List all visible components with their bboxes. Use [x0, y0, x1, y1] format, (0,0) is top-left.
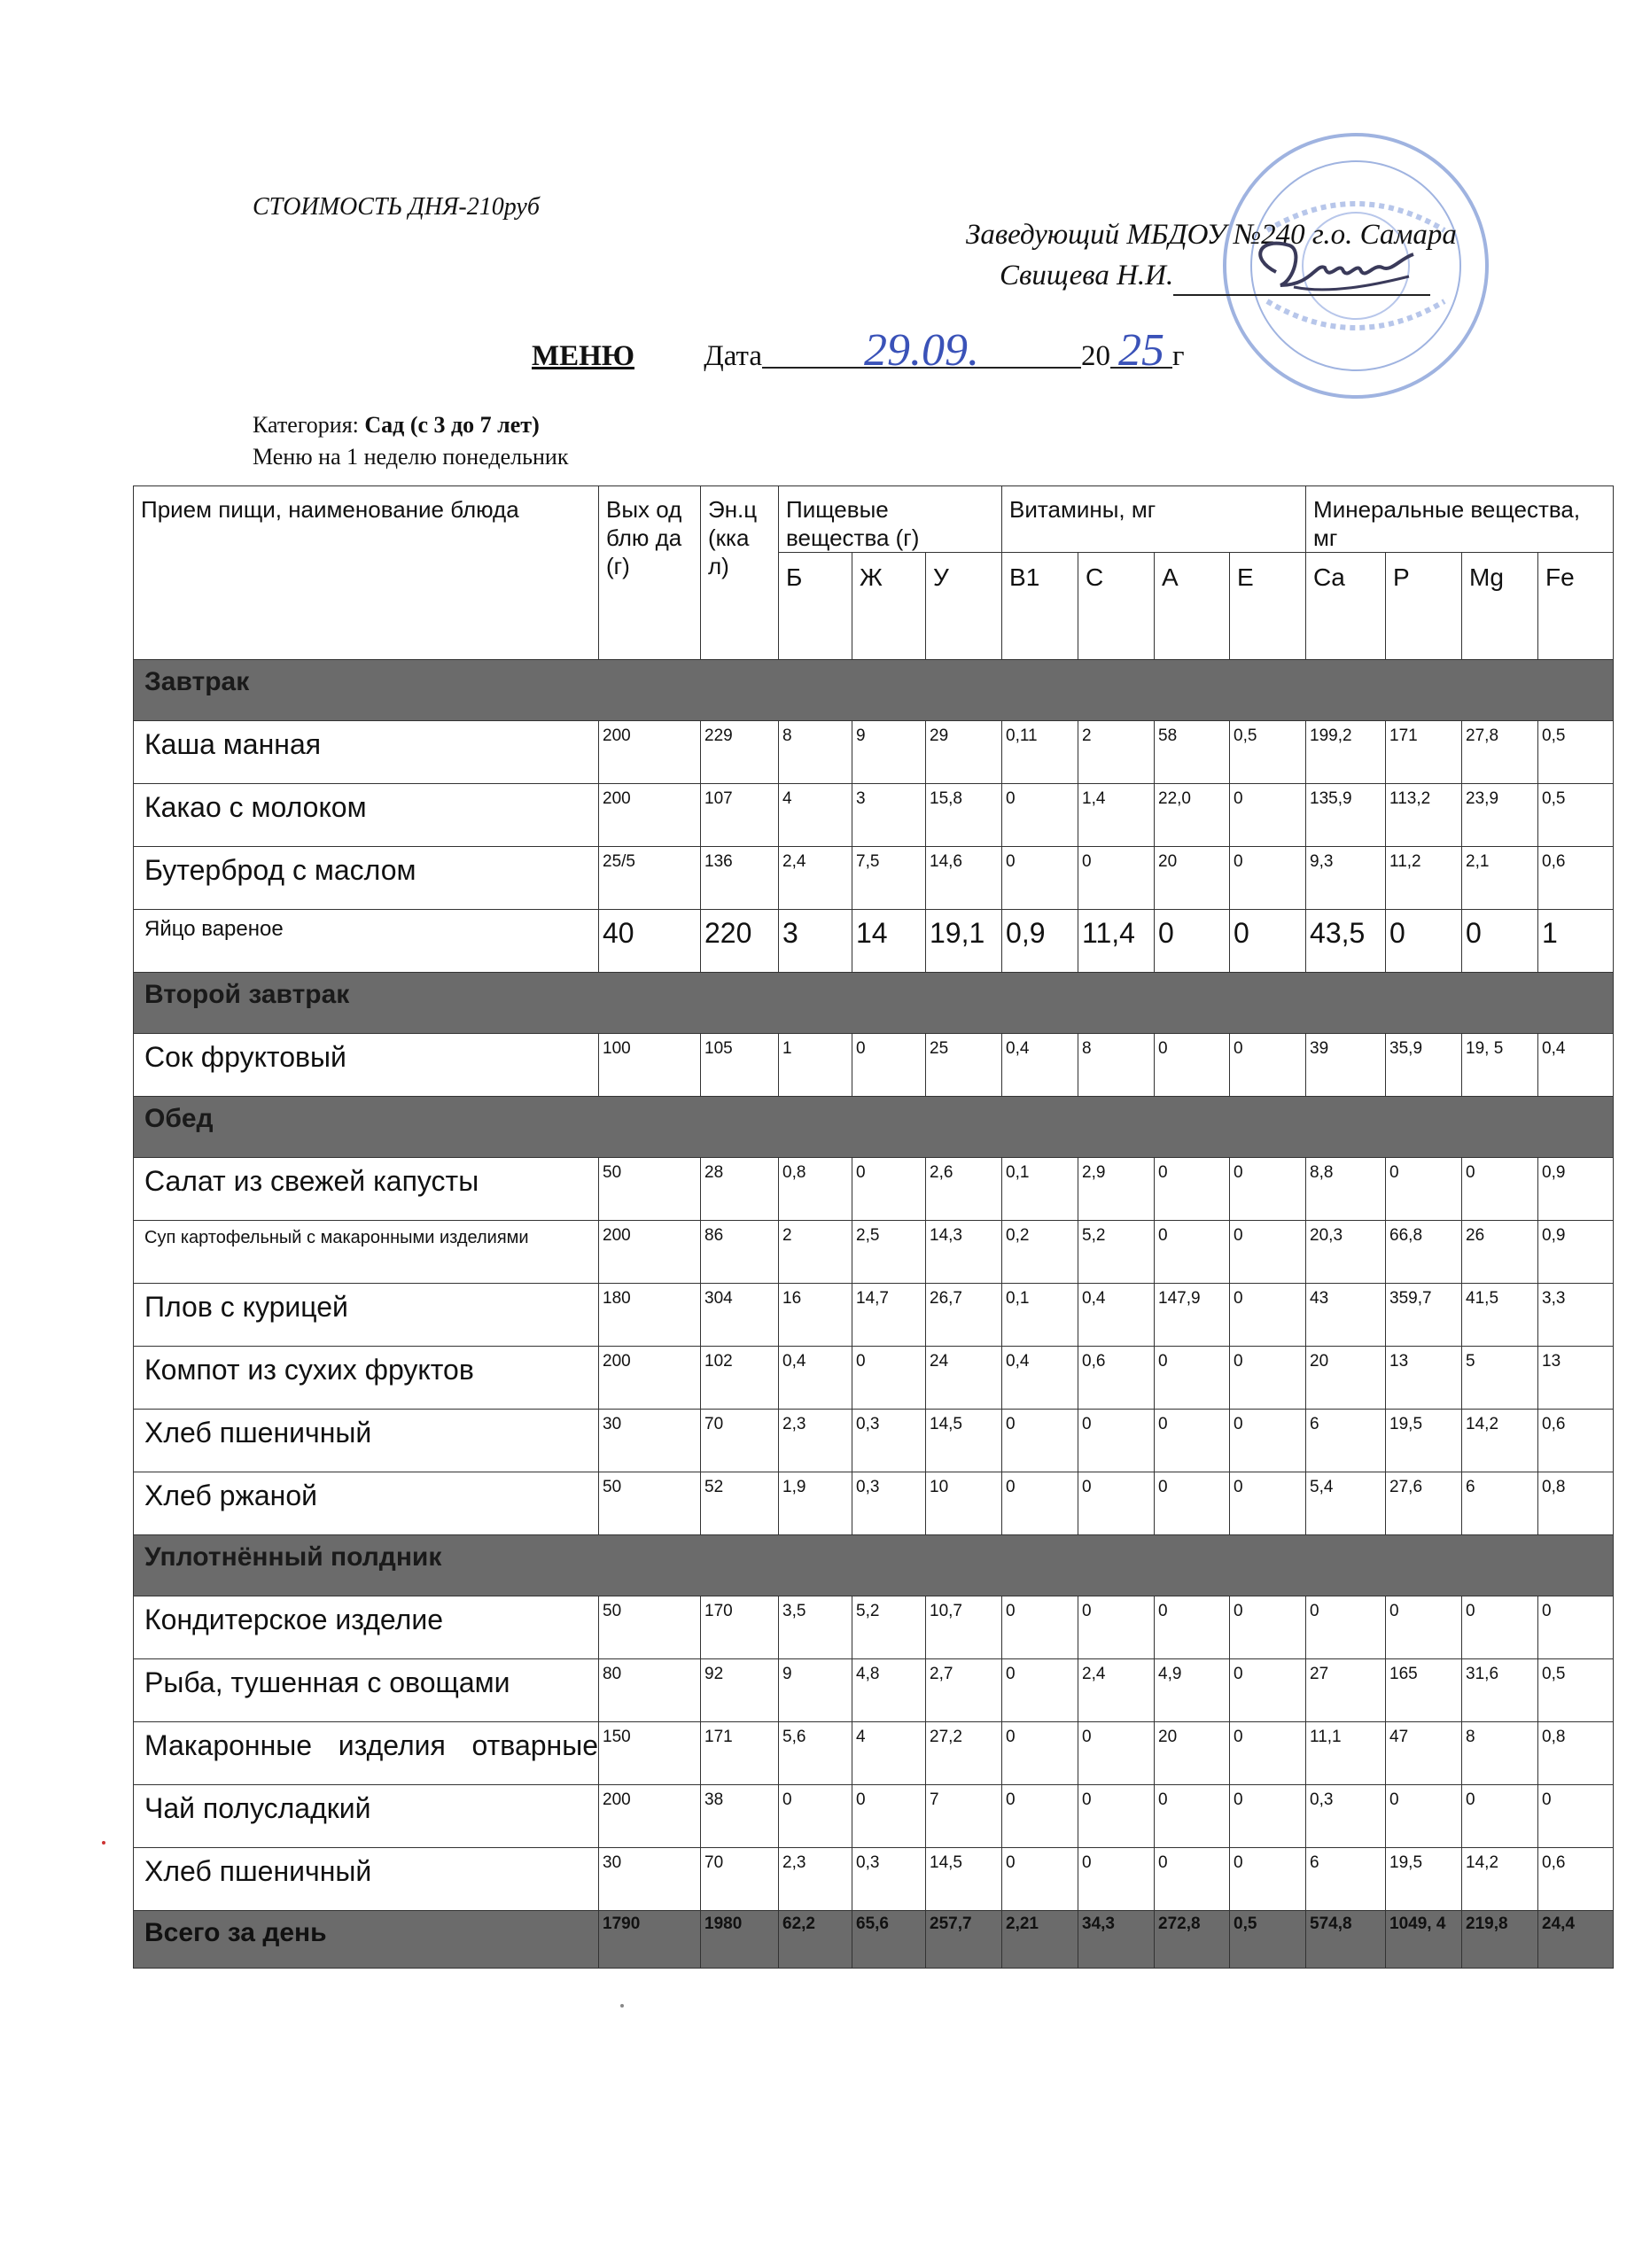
value-cell: 0 — [1462, 1158, 1538, 1221]
value-cell: 28 — [701, 1158, 779, 1221]
value-cell: 0 — [1002, 1785, 1078, 1848]
dish-name: Чай полусладкий — [134, 1785, 599, 1848]
value-cell: 0,9 — [1538, 1158, 1614, 1221]
year-prefix: 20 — [1081, 340, 1111, 372]
value-cell: 35,9 — [1386, 1034, 1462, 1097]
value-cell: 20,3 — [1306, 1221, 1386, 1284]
value-cell: 0 — [1002, 784, 1078, 847]
date-value: 29.09. — [762, 335, 1081, 369]
value-cell: 30 — [599, 1848, 701, 1911]
value-cell: 43 — [1306, 1284, 1386, 1347]
value-cell: 6 — [1462, 1472, 1538, 1535]
subheader-cell: Ж — [852, 553, 926, 660]
value-cell: 170 — [701, 1596, 779, 1659]
value-cell: 1,4 — [1078, 784, 1155, 847]
value-cell: 100 — [599, 1034, 701, 1097]
value-cell: 0 — [1386, 1596, 1462, 1659]
value-cell: 19, 5 — [1462, 1034, 1538, 1097]
value-cell: 19,1 — [926, 910, 1002, 973]
col-nutrients-header: Пищевые вещества (г) — [779, 486, 1002, 553]
approver-name: Свищева Н.И. — [1000, 260, 1174, 291]
value-cell: 5,4 — [1306, 1472, 1386, 1535]
value-cell: 39 — [1306, 1034, 1386, 1097]
value-cell: 25/5 — [599, 847, 701, 910]
value-cell: 92 — [701, 1659, 779, 1722]
value-cell: 9 — [779, 1659, 852, 1722]
value-cell: 0 — [1538, 1785, 1614, 1848]
scan-speck — [102, 1841, 105, 1845]
section-title: Второй завтрак — [134, 973, 1614, 1034]
value-cell: 27,6 — [1386, 1472, 1462, 1535]
table-row — [134, 1472, 1614, 1535]
category-label: Категория: — [253, 412, 359, 438]
value-cell: 0 — [852, 1034, 926, 1097]
value-cell: 0 — [1230, 1410, 1306, 1472]
section-title: Уплотнённый полдник — [134, 1535, 1614, 1596]
total-label: Всего за день — [134, 1911, 599, 1969]
value-cell: 3 — [852, 784, 926, 847]
subheader-cell: Fe — [1538, 553, 1614, 660]
value-cell: 0 — [1002, 1848, 1078, 1911]
value-cell: 20 — [1155, 1722, 1230, 1785]
value-cell: 19,5 — [1386, 1410, 1462, 1472]
total-value-cell: 65,6 — [852, 1911, 926, 1969]
value-cell: 0 — [852, 1785, 926, 1848]
table-row — [134, 847, 1614, 910]
dish-name: Кондитерское изделие — [134, 1596, 599, 1659]
section-row — [134, 973, 1614, 1034]
value-cell: 20 — [1155, 847, 1230, 910]
value-cell: 0 — [1078, 1472, 1155, 1535]
total-value-cell: 34,3 — [1078, 1911, 1155, 1969]
value-cell: 9 — [852, 721, 926, 784]
menu-table — [133, 485, 1614, 1969]
value-cell: 38 — [701, 1785, 779, 1848]
value-cell: 1 — [779, 1034, 852, 1097]
value-cell: 70 — [701, 1410, 779, 1472]
dish-name: Каша манная — [134, 721, 599, 784]
value-cell: 304 — [701, 1284, 779, 1347]
dish-name: Рыба, тушенная с овощами — [134, 1659, 599, 1722]
total-value-cell: 0,5 — [1230, 1911, 1306, 1969]
value-cell: 23,9 — [1462, 784, 1538, 847]
value-cell: 0 — [1538, 1596, 1614, 1659]
value-cell: 7 — [926, 1785, 1002, 1848]
value-cell: 171 — [701, 1722, 779, 1785]
value-cell: 0 — [1155, 910, 1230, 973]
value-cell: 0 — [1230, 1284, 1306, 1347]
day-cost: СТОИМОСТЬ ДНЯ-210руб — [253, 193, 540, 221]
value-cell: 0,4 — [1078, 1284, 1155, 1347]
handwritten-signature — [1241, 232, 1418, 303]
value-cell: 11,2 — [1386, 847, 1462, 910]
value-cell: 0 — [1078, 1410, 1155, 1472]
table-row — [134, 1722, 1614, 1785]
value-cell: 0 — [1002, 1410, 1078, 1472]
value-cell: 0,3 — [852, 1472, 926, 1535]
dish-name: Хлеб ржаной — [134, 1472, 599, 1535]
category-block — [253, 409, 568, 473]
value-cell: 359,7 — [1386, 1284, 1462, 1347]
value-cell: 25 — [926, 1034, 1002, 1097]
value-cell: 41,5 — [1462, 1284, 1538, 1347]
value-cell: 14,2 — [1462, 1410, 1538, 1472]
value-cell: 0 — [1155, 1785, 1230, 1848]
total-value-cell: 574,8 — [1306, 1911, 1386, 1969]
value-cell: 0 — [1230, 1722, 1306, 1785]
value-cell: 0,3 — [852, 1848, 926, 1911]
date-label: Дата — [704, 340, 763, 372]
dish-name: Плов с курицей — [134, 1284, 599, 1347]
value-cell: 2 — [1078, 721, 1155, 784]
value-cell: 14,2 — [1462, 1848, 1538, 1911]
value-cell: 24 — [926, 1347, 1002, 1410]
value-cell: 0 — [1230, 1596, 1306, 1659]
value-cell: 0 — [852, 1158, 926, 1221]
value-cell: 0 — [1155, 1410, 1230, 1472]
value-cell: 20 — [1306, 1347, 1386, 1410]
value-cell: 200 — [599, 1785, 701, 1848]
value-cell: 0,6 — [1538, 847, 1614, 910]
value-cell: 66,8 — [1386, 1221, 1462, 1284]
value-cell: 0,5 — [1538, 1659, 1614, 1722]
dish-name: Суп картофельный с макаронными изделиями — [134, 1221, 599, 1284]
value-cell: 14,6 — [926, 847, 1002, 910]
value-cell: 9,3 — [1306, 847, 1386, 910]
value-cell: 27,8 — [1462, 721, 1538, 784]
value-cell: 50 — [599, 1158, 701, 1221]
value-cell: 0 — [1230, 1472, 1306, 1535]
value-cell: 0 — [1462, 1785, 1538, 1848]
value-cell: 4 — [779, 784, 852, 847]
value-cell: 171 — [1386, 721, 1462, 784]
value-cell: 8 — [779, 721, 852, 784]
value-cell: 31,6 — [1462, 1659, 1538, 1722]
value-cell: 0 — [1002, 1722, 1078, 1785]
value-cell: 0 — [1462, 910, 1538, 973]
value-cell: 0 — [1230, 847, 1306, 910]
subheader-cell: У — [926, 553, 1002, 660]
value-cell: 0 — [1078, 847, 1155, 910]
value-cell: 3,5 — [779, 1596, 852, 1659]
value-cell: 40 — [599, 910, 701, 973]
menu-table-body — [134, 660, 1614, 1969]
value-cell: 200 — [599, 1347, 701, 1410]
subheader-cell: A — [1155, 553, 1230, 660]
subheader-cell: B1 — [1002, 553, 1078, 660]
value-cell: 0 — [1230, 1034, 1306, 1097]
value-cell: 27 — [1306, 1659, 1386, 1722]
total-value-cell: 272,8 — [1155, 1911, 1230, 1969]
value-cell: 0,6 — [1538, 1410, 1614, 1472]
value-cell: 0 — [1002, 1596, 1078, 1659]
section-row — [134, 660, 1614, 721]
value-cell: 0 — [1306, 1596, 1386, 1659]
value-cell: 0,1 — [1002, 1284, 1078, 1347]
value-cell: 2,9 — [1078, 1158, 1155, 1221]
table-row — [134, 1034, 1614, 1097]
table-row — [134, 1347, 1614, 1410]
value-cell: 199,2 — [1306, 721, 1386, 784]
value-cell: 0,3 — [852, 1410, 926, 1472]
value-cell: 200 — [599, 784, 701, 847]
value-cell: 0 — [1462, 1596, 1538, 1659]
value-cell: 0,2 — [1002, 1221, 1078, 1284]
table-row — [134, 1659, 1614, 1722]
total-value-cell: 257,7 — [926, 1911, 1002, 1969]
dish-name: Какао с молоком — [134, 784, 599, 847]
value-cell: 52 — [701, 1472, 779, 1535]
dish-name: Хлеб пшеничный — [134, 1848, 599, 1911]
value-cell: 113,2 — [1386, 784, 1462, 847]
dish-name: Хлеб пшеничный — [134, 1410, 599, 1472]
value-cell: 26,7 — [926, 1284, 1002, 1347]
table-row — [134, 1221, 1614, 1284]
value-cell: 2,4 — [779, 847, 852, 910]
value-cell: 2,5 — [852, 1221, 926, 1284]
value-cell: 5 — [1462, 1347, 1538, 1410]
value-cell: 165 — [1386, 1659, 1462, 1722]
value-cell: 4,9 — [1155, 1659, 1230, 1722]
dish-name: Бутерброд с маслом — [134, 847, 599, 910]
total-value-cell: 219,8 — [1462, 1911, 1538, 1969]
value-cell: 0,11 — [1002, 721, 1078, 784]
value-cell: 0,8 — [1538, 1472, 1614, 1535]
value-cell: 14,7 — [852, 1284, 926, 1347]
subheader-cell: P — [1386, 553, 1462, 660]
value-cell: 0 — [1230, 1659, 1306, 1722]
value-cell: 2,7 — [926, 1659, 1002, 1722]
value-cell: 0 — [1155, 1472, 1230, 1535]
approver-title: Заведующий МБДОУ №240 г.о. Самара — [966, 219, 1457, 251]
value-cell: 0,4 — [1002, 1034, 1078, 1097]
value-cell: 29 — [926, 721, 1002, 784]
value-cell: 0 — [1230, 1848, 1306, 1911]
value-cell: 11,1 — [1306, 1722, 1386, 1785]
value-cell: 0 — [1155, 1034, 1230, 1097]
value-cell: 0 — [1386, 1785, 1462, 1848]
value-cell: 229 — [701, 721, 779, 784]
value-cell: 0,5 — [1538, 784, 1614, 847]
total-value-cell: 1049, 4 — [1386, 1911, 1462, 1969]
value-cell: 14 — [852, 910, 926, 973]
value-cell: 16 — [779, 1284, 852, 1347]
menu-week: Меню на 1 неделю понедельник — [253, 444, 569, 470]
value-cell: 0 — [1386, 1158, 1462, 1221]
value-cell: 0 — [1155, 1347, 1230, 1410]
dish-name: Салат из свежей капусты — [134, 1158, 599, 1221]
category-value: Сад (с 3 до 7 лет) — [364, 412, 540, 438]
value-cell: 200 — [599, 1221, 701, 1284]
value-cell: 10 — [926, 1472, 1002, 1535]
value-cell: 0,6 — [1538, 1848, 1614, 1911]
dish-name: Макаронные изделия отварные — [134, 1722, 599, 1785]
value-cell: 0,1 — [1002, 1158, 1078, 1221]
value-cell: 0 — [1002, 847, 1078, 910]
value-cell: 0 — [1230, 910, 1306, 973]
value-cell: 4,8 — [852, 1659, 926, 1722]
table-row — [134, 784, 1614, 847]
value-cell: 0 — [852, 1347, 926, 1410]
value-cell: 0 — [1155, 1221, 1230, 1284]
value-cell: 10,7 — [926, 1596, 1002, 1659]
value-cell: 0,5 — [1230, 721, 1306, 784]
value-cell: 2,3 — [779, 1410, 852, 1472]
value-cell: 0 — [1230, 1158, 1306, 1221]
value-cell: 107 — [701, 784, 779, 847]
value-cell: 50 — [599, 1596, 701, 1659]
value-cell: 13 — [1538, 1347, 1614, 1410]
value-cell: 2,4 — [1078, 1659, 1155, 1722]
value-cell: 22,0 — [1155, 784, 1230, 847]
value-cell: 220 — [701, 910, 779, 973]
value-cell: 0,9 — [1002, 910, 1078, 973]
section-row — [134, 1535, 1614, 1596]
value-cell: 2,1 — [1462, 847, 1538, 910]
total-value-cell: 1980 — [701, 1911, 779, 1969]
col-energy-header: Эн.ц (кка л) — [701, 486, 779, 660]
col-vitamins-header: Витамины, мг — [1002, 486, 1306, 553]
total-value-cell: 24,4 — [1538, 1911, 1614, 1969]
value-cell: 2 — [779, 1221, 852, 1284]
dish-name: Компот из сухих фруктов — [134, 1347, 599, 1410]
col-yield-header: Вых од блю да (г) — [599, 486, 701, 660]
value-cell: 0,8 — [779, 1158, 852, 1221]
value-cell: 0 — [1078, 1596, 1155, 1659]
value-cell: 0 — [779, 1785, 852, 1848]
value-cell: 2,6 — [926, 1158, 1002, 1221]
value-cell: 14,3 — [926, 1221, 1002, 1284]
dish-name: Яйцо вареное — [134, 910, 599, 973]
value-cell: 5,6 — [779, 1722, 852, 1785]
value-cell: 0,4 — [1538, 1034, 1614, 1097]
table-row — [134, 910, 1614, 973]
value-cell: 0 — [1078, 1785, 1155, 1848]
value-cell: 8 — [1078, 1034, 1155, 1097]
value-cell: 15,8 — [926, 784, 1002, 847]
menu-heading: МЕНЮ — [532, 340, 634, 372]
value-cell: 3 — [779, 910, 852, 973]
subheader-cell: Б — [779, 553, 852, 660]
value-cell: 0,4 — [1002, 1347, 1078, 1410]
value-cell: 0,6 — [1078, 1347, 1155, 1410]
value-cell: 1,9 — [779, 1472, 852, 1535]
value-cell: 0,9 — [1538, 1221, 1614, 1284]
value-cell: 43,5 — [1306, 910, 1386, 973]
scan-speck — [620, 2004, 624, 2008]
total-value-cell: 62,2 — [779, 1911, 852, 1969]
value-cell: 5,2 — [1078, 1221, 1155, 1284]
total-value-cell: 2,21 — [1002, 1911, 1078, 1969]
col-minerals-header: Минеральные вещества, мг — [1306, 486, 1614, 553]
value-cell: 0 — [1155, 1596, 1230, 1659]
col-meal-header: Прием пищи, наименование блюда — [134, 486, 599, 660]
value-cell: 8 — [1462, 1722, 1538, 1785]
value-cell: 136 — [701, 847, 779, 910]
value-cell: 200 — [599, 721, 701, 784]
value-cell: 0 — [1002, 1472, 1078, 1535]
subheader-cell: Ca — [1306, 553, 1386, 660]
value-cell: 0 — [1230, 1785, 1306, 1848]
table-row — [134, 1596, 1614, 1659]
total-value-cell: 1790 — [599, 1911, 701, 1969]
value-cell: 86 — [701, 1221, 779, 1284]
value-cell: 4 — [852, 1722, 926, 1785]
value-cell: 0,5 — [1538, 721, 1614, 784]
subheader-cell: E — [1230, 553, 1306, 660]
value-cell: 147,9 — [1155, 1284, 1230, 1347]
table-row — [134, 1158, 1614, 1221]
value-cell: 26 — [1462, 1221, 1538, 1284]
value-cell: 2,3 — [779, 1848, 852, 1911]
value-cell: 1 — [1538, 910, 1614, 973]
value-cell: 0 — [1155, 1158, 1230, 1221]
value-cell: 47 — [1386, 1722, 1462, 1785]
value-cell: 30 — [599, 1410, 701, 1472]
value-cell: 13 — [1386, 1347, 1462, 1410]
value-cell: 6 — [1306, 1410, 1386, 1472]
table-row — [134, 721, 1614, 784]
subheader-cell: Mg — [1462, 553, 1538, 660]
value-cell: 11,4 — [1078, 910, 1155, 973]
value-cell: 0,4 — [779, 1347, 852, 1410]
value-cell: 80 — [599, 1659, 701, 1722]
value-cell: 0,8 — [1538, 1722, 1614, 1785]
dish-name: Сок фруктовый — [134, 1034, 599, 1097]
value-cell: 0 — [1230, 1347, 1306, 1410]
table-row — [134, 1284, 1614, 1347]
value-cell: 14,5 — [926, 1410, 1002, 1472]
value-cell: 19,5 — [1386, 1848, 1462, 1911]
menu-title-row — [532, 325, 1185, 376]
value-cell: 14,5 — [926, 1848, 1002, 1911]
section-title: Обед — [134, 1097, 1614, 1158]
value-cell: 180 — [599, 1284, 701, 1347]
value-cell: 0 — [1002, 1659, 1078, 1722]
table-row — [134, 1785, 1614, 1848]
value-cell: 27,2 — [926, 1722, 1002, 1785]
value-cell: 105 — [701, 1034, 779, 1097]
value-cell: 0 — [1230, 1221, 1306, 1284]
subheader-cell: C — [1078, 553, 1155, 660]
value-cell: 6 — [1306, 1848, 1386, 1911]
value-cell: 0 — [1155, 1848, 1230, 1911]
value-cell: 0 — [1230, 784, 1306, 847]
value-cell: 7,5 — [852, 847, 926, 910]
value-cell: 150 — [599, 1722, 701, 1785]
section-title: Завтрак — [134, 660, 1614, 721]
value-cell: 50 — [599, 1472, 701, 1535]
table-row — [134, 1410, 1614, 1472]
value-cell: 0 — [1078, 1848, 1155, 1911]
value-cell: 0 — [1078, 1722, 1155, 1785]
year-suffix: г — [1172, 340, 1185, 372]
value-cell: 102 — [701, 1347, 779, 1410]
value-cell: 0 — [1386, 910, 1462, 973]
value-cell: 5,2 — [852, 1596, 926, 1659]
year-value: 25 — [1110, 335, 1172, 369]
total-row — [134, 1911, 1614, 1969]
value-cell: 8,8 — [1306, 1158, 1386, 1221]
value-cell: 3,3 — [1538, 1284, 1614, 1347]
value-cell: 135,9 — [1306, 784, 1386, 847]
section-row — [134, 1097, 1614, 1158]
value-cell: 58 — [1155, 721, 1230, 784]
value-cell: 0,3 — [1306, 1785, 1386, 1848]
value-cell: 70 — [701, 1848, 779, 1911]
table-row — [134, 1848, 1614, 1911]
